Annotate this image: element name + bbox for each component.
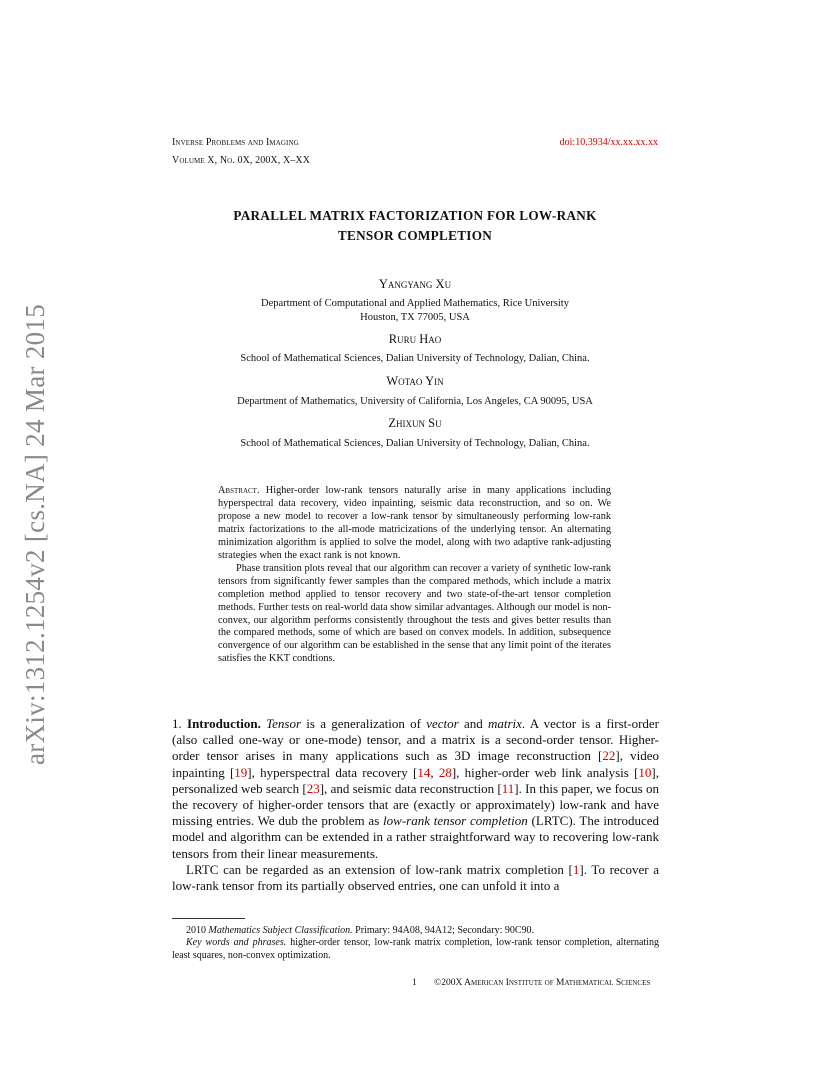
abstract-paragraph: Phase transition plots reveal that our algorithm can recover a variety of synthetic low-rank tensors from significantly fewer samples than the compared methods, which include a matrix completion method applied to tensor recovery and two state-of-the-art tensor completion methods. Further tests on real-world data show similar advantages. Although our model is non-convex, our algorithm performs consistently throughout the tests and gives better results than the compared methods, some of which are based on convex models. In addition, subsequence convergence of our algorithm can be established in the sense that any limit point of the iterates satisfies the KKT condtions.	[218, 562, 611, 665]
author-affiliation: Department of Mathematics, University of California, Los Angeles, CA 90095, USA	[237, 396, 593, 407]
journal-name: Inverse Problems and Imaging	[172, 137, 299, 148]
footnote-label: Mathematics Subject Classification.	[208, 925, 353, 936]
introduction-section	[172, 716, 659, 894]
text-run: , personalized web search	[172, 764, 659, 796]
text-run: is a generalization of	[301, 716, 427, 731]
footnote-keywords	[172, 937, 659, 962]
affiliation-line: Department of Computational and Applied Mathematics, Rice University	[261, 298, 569, 309]
author-name: Ruru Hao	[388, 332, 442, 346]
citation-link[interactable]: 11	[501, 780, 515, 796]
abstract-text: Higher-order low-rank tensors naturally arise in many applications including hyperspectral data recovery, video inpainting, seismic data reconstruction, and so on. We propose a new model to recover a low-rank tensor by simultaneously performing low-rank matrix factorizations to the all-mode matricizations of the underlying tensor. An alternating minimization algorithm is applied to solve the model, along with two adaptive rank-adjusting strategies when the exact rank is not known.	[218, 485, 612, 561]
citation-link[interactable]: 23	[306, 780, 320, 796]
footnote-label: Key words and phrases.	[186, 937, 287, 949]
term-matrix: matrix	[487, 716, 522, 731]
author-affiliation: School of Mathematical Sciences, Dalian University of Technology, Dalian, China.	[240, 353, 590, 364]
doi-link[interactable]: doi:10.3934/xx.xx.xx.xx	[559, 137, 658, 148]
citation-link[interactable]: 19	[234, 764, 248, 780]
text-run: LRTC can be regarded as an extension of low-rank matrix completion	[186, 861, 569, 877]
abstract-paragraph	[218, 485, 611, 563]
term-vector: vector	[426, 716, 459, 731]
page-number: 1	[412, 978, 417, 988]
volume-line: Volume X, No. 0X, 200X, X–XX	[172, 155, 311, 166]
text-run: higher-order tensor, low-rank matrix completion, low-rank tensor completion, alternating least squares, non-convex optimization.	[172, 937, 659, 961]
citation-link[interactable]: 22	[602, 748, 616, 764]
term-tensor: Tensor	[266, 716, 302, 731]
author-affiliation	[150, 297, 680, 325]
section-heading: Introduction.	[187, 716, 261, 731]
text-run: . To recover a low-rank tensor from its partially observed entries, one can unfold it into a	[172, 861, 659, 894]
arxiv-stamp: arXiv:1312.1254v2 [cs.NA] 24 Mar 2015	[20, 303, 50, 765]
text-run: . In this paper, we focus on the recovery of higher-order tensors that are (exactly or approximately) low-rank and have missing entries. We dub the problem as	[172, 780, 659, 829]
body-paragraph: LRTC can be regarded as an extension of low-rank matrix completion [1]. To recover a low-rank tensor from its partially observed entries, one can unfold it into a	[172, 861, 659, 894]
text-run: and	[458, 716, 488, 731]
title-line-2: TENSOR COMPLETION	[337, 228, 493, 243]
citation-link[interactable]: 10	[638, 764, 652, 780]
citation-link[interactable]: 14	[417, 764, 431, 780]
abstract-label: Abstract.	[218, 485, 260, 496]
citation-link[interactable]: 1	[572, 861, 580, 877]
text-run: , video inpainting	[172, 748, 659, 780]
text-run: 2010	[186, 925, 209, 936]
author-name: Wotao Yin	[386, 374, 444, 388]
footnote-rule	[172, 918, 245, 919]
text-run: , higher-order web link analysis	[456, 764, 635, 780]
author-affiliation: School of Mathematical Sciences, Dalian University of Technology, Dalian, China.	[240, 438, 590, 449]
paper-title	[172, 206, 658, 246]
text-run: Primary: 94A08, 94A12; Secondary: 90C90.	[352, 925, 535, 936]
text-run: , and seismic data reconstruction	[324, 780, 498, 796]
abstract	[218, 485, 611, 666]
section-number: 1.	[172, 716, 182, 731]
text-run: . A vector is a first-order (also called one-way or one-mode) tensor, and a matrix is a second-order tensor. Higher-order tensor arises in many applications such as 3D image reconstruction	[172, 716, 660, 764]
citation-link[interactable]: 28	[438, 764, 452, 780]
author-name: Yangyang Xu	[378, 277, 452, 291]
text-run: (LRTC). The introduced model and algorithm can be extended in a rather straightforward way to recovering low-rank tensors from their linear measurements.	[172, 813, 660, 861]
body-paragraph: 1. Introduction. Tensor is a generalization of vector and matrix. A vector is a first-order (also called one-way or one-mode) tensor, and a matrix is a second-order tensor. Higher-order tensor arises in many applications such as 3D image reconstruction [22], video inpainting [19], hyperspectral data recovery [14, 28], higher-order web link analysis [10], personalized web search [23], and seismic data reconstruction [11]. In this paper, we focus on the recovery of higher-order tensors that are (exactly or approximately) low-rank and have missing entries. We dub the problem as low-rank tensor completion (LRTC). The introduced model and algorithm can be extended in a rather straightforward way to recovering low-rank tensors from their linear measurements.	[172, 716, 660, 861]
affiliation-line: Houston, TX 77005, USA	[360, 312, 470, 323]
title-line-1: PARALLEL MATRIX FACTORIZATION FOR LOW-RANK	[233, 208, 597, 223]
text-run: , hyperspectral data recovery	[251, 764, 413, 780]
footnotes	[172, 925, 659, 962]
copyright-notice: ©200X American Institute of Mathematical Sciences	[434, 978, 651, 988]
term-lrtc: low-rank tensor completion	[383, 813, 528, 829]
footnote-msc	[172, 925, 659, 937]
author-name: Zhixun Su	[388, 416, 442, 430]
